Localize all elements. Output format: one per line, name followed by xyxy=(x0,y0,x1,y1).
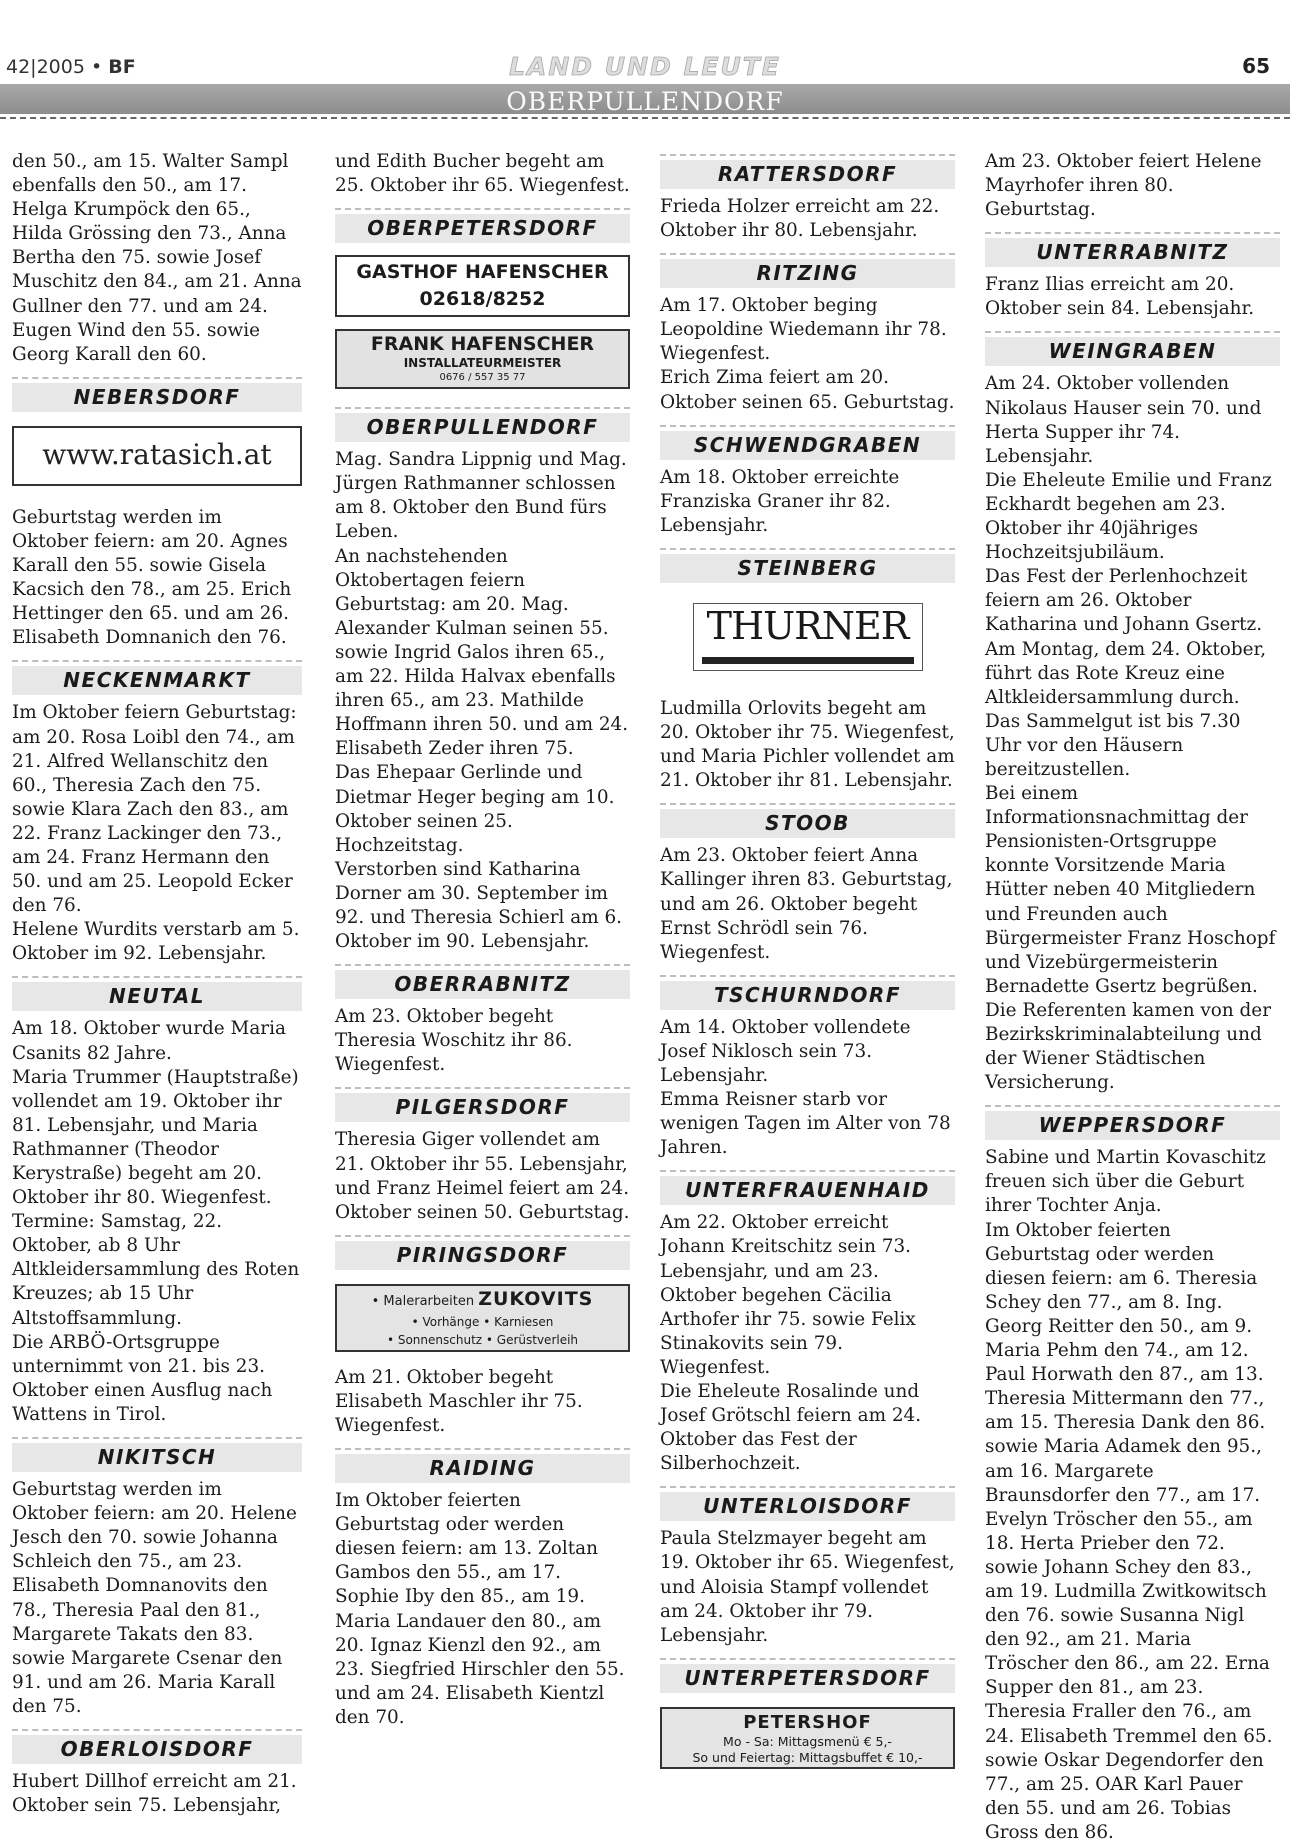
ad-prefix: • Malerarbeiten xyxy=(371,1293,475,1309)
article-text: Am Montag, dem 24. Oktober, führt das Rote Kreuz eine Altkleidersammlung durch. Das Sammelgut ist bis 7.30 Uhr vor den Häusern bereitzustellen. xyxy=(985,638,1267,780)
column-4 xyxy=(985,150,1280,1845)
article-text: Am 18. Oktober erreichte Franziska Graner ihr 82. Lebensjahr. xyxy=(660,466,900,536)
article-text: Am 17. Oktober beging Leopoldine Wiedemann ihr 78. Wiegenfest. xyxy=(660,295,947,365)
article-text: Helene Wurdits verstarb am 5. Oktober im 92. Lebensjahr. xyxy=(12,919,300,965)
divider xyxy=(660,425,955,427)
section-title: TSCHURNDORF xyxy=(660,981,955,1010)
section-unterpetersdorf xyxy=(660,1654,955,1693)
article-text: Am 24. Oktober vollenden Nikolaus Hauser sein 70. und Herta Supper ihr 74. Lebensjahr. xyxy=(985,373,1262,467)
section-stoob xyxy=(660,799,955,838)
article-text: Das Ehepaar Gerlinde und Dietmar Heger beging am 10. Oktober seinen 25. Hochzeitstag. xyxy=(335,762,615,856)
article-text: Theresia Giger vollendet am 21. Oktober ihr 55. Lebensjahr, und Franz Heimel feiert am 24. Oktober seinen 50. Geburtstag. xyxy=(335,1129,630,1223)
article-text: Geburtstag werden im Oktober feiern: am 20. Helene Jesch den 70. sowie Johanna Schleich den 75., am 23. Elisabeth Domnanovits den 78., Theresia Paal den 81., Margarete Takats den 83. sowie Margarete Csenar den 91. und am 26. Maria Karall den 75. xyxy=(12,1479,297,1717)
ad-line: Mo - Sa: Mittagsmenü € 5,- xyxy=(723,1733,892,1749)
section-nikitsch xyxy=(12,1433,302,1472)
section-weingraben xyxy=(985,327,1280,366)
ad-name: ZUKOVITS xyxy=(478,1287,594,1310)
section-weppersdorf xyxy=(985,1101,1280,1140)
divider xyxy=(335,407,630,409)
section-piringsdorf xyxy=(335,1231,630,1270)
ad-phone: 02618/8252 xyxy=(419,288,546,311)
section-oberloisdorf xyxy=(12,1725,302,1764)
section-title: STOOB xyxy=(660,809,955,838)
article-text: Mag. Sandra Lippnig und Mag. Jürgen Rathmanner schlossen am 8. Oktober den Bund fürs Leben. xyxy=(335,449,627,543)
article-text: Am 14. Oktober vollendete Josef Niklosch sein 73. Lebensjahr. xyxy=(660,1016,911,1086)
section-oberrabnitz xyxy=(335,960,630,999)
column-1 xyxy=(12,150,302,1818)
article-text: Paula Stelzmayer begeht am 19. Oktober ihr 65. Wiegenfest, und Aloisia Stampf vollendet am 24. Oktober ihr 79. Lebensjahr. xyxy=(660,1528,955,1646)
section-title: SCHWENDGRABEN xyxy=(660,431,955,460)
section-oberpullendorf xyxy=(335,403,630,442)
section-title: OBERRABNITZ xyxy=(335,970,630,999)
section-title: UNTERLOISDORF xyxy=(660,1492,955,1521)
article-text: Ludmilla Orlovits begeht am 20. Oktober ihr 75. Wiegenfest, und Maria Pichler vollendet am 21. Oktober ihr 81. Lebensjahr. xyxy=(660,697,955,792)
divider xyxy=(12,976,302,978)
ad-line xyxy=(337,1286,628,1313)
divider xyxy=(335,1087,630,1089)
ad-gasthof-hafenscher xyxy=(335,255,630,317)
ad-role: INSTALLATEURMEISTER xyxy=(403,356,562,371)
article-text: Frieda Holzer erreicht am 22. Oktober ihr 80. Lebensjahr. xyxy=(660,196,940,242)
region-title: OBERPULLENDORF xyxy=(506,87,784,116)
divider xyxy=(660,1486,955,1488)
section-steinberg xyxy=(660,544,955,583)
ad-petershof xyxy=(660,1707,955,1769)
thurner-logo: THURNER xyxy=(706,603,909,648)
divider xyxy=(335,964,630,966)
article-text: Hubert Dillhof erreicht am 21. Oktober sein 75. Lebensjahr, xyxy=(12,1770,297,1817)
section-title: NECKENMARKT xyxy=(12,666,302,695)
section-unterfrauenhaid xyxy=(660,1166,955,1205)
section-title: OBERPULLENDORF xyxy=(335,413,630,442)
divider xyxy=(12,1437,302,1439)
ad-ratasich: www.ratasich.at xyxy=(12,426,302,486)
article-text: Die Eheleute Emilie und Franz Eckhardt begehen am 23. Oktober ihr 40jähriges Hochzeitsjubiläum. xyxy=(985,469,1272,564)
section-title: UNTERPETERSDORF xyxy=(660,1664,955,1693)
section-title: PIRINGSDORF xyxy=(335,1241,630,1270)
ad-name: GASTHOF HAFENSCHER xyxy=(356,261,609,284)
section-title: WEINGRABEN xyxy=(985,337,1280,366)
article-text: Im Oktober feiern Geburtstag: am 20. Rosa Loibl den 74., am 21. Alfred Wellanschitz den 60., Theresia Zach den 75. sowie Klara Zach den 83., am 22. Franz Lackinger den 73., am 24. Franz Hermann den 50. und am 25. Leopold Ecker den 76. xyxy=(12,702,297,917)
article-text: Das Fest der Perlenhochzeit feiern am 26. Oktober Katharina und Johann Gsertz. xyxy=(985,566,1263,636)
article-text: Am 22. Oktober erreicht Johann Kreitschitz sein 73. Lebensjahr, und am 23. Oktober begehen Cäcilia Arthofer ihr 75. sowie Felix Stinakovits sein 79. Wiegenfest. xyxy=(660,1212,916,1378)
section-title: OBERPETERSDORF xyxy=(335,214,630,243)
section-raiding xyxy=(335,1444,630,1483)
article-text: Verstorben sind Katharina Dorner am 30. September im 92. und Theresia Schierl am 6. Oktober im 90. Lebensjahr. xyxy=(335,858,623,953)
article-text: Am 23. Oktober feiert Anna Kallinger ihren 83. Geburtstag, und am 26. Oktober begeht Ernst Schrödl sein 76. Wiegenfest. xyxy=(660,845,953,963)
article-text: Termine: Samstag, 22. Oktober, ab 8 Uhr Altkleidersammlung des Roten Kreuzes; ab 15 Uhr Altstoffsammlung. xyxy=(12,1211,300,1329)
section-title: RATTERSDORF xyxy=(660,160,955,189)
section-ritzing xyxy=(660,249,955,288)
article-text: Im Oktober feierten Geburtstag oder werden diesen feiern: am 6. Theresia Schey den 77., am 8. Ing. Georg Reitter den 50., am 9. Maria Pehm den 74., am 12. Paul Horwath den 87., am 13. Theresia Mittermann den 77., am 15. Theresia Dank den 86. sowie Maria Adamek den 95., am 16. Margarete Braunsdorfer den 77., am 17. Evelyn Tröscher den 55., am 18. Herta Prieber den 72. sowie Johann Schey den 83., am 19. Ludmilla Zwitkowitsch den 76. sowie Susanna Nigl den 92., am 21. Maria Tröscher den 86., am 22. Erna Supper den 81., am 23. Theresia Fraller den 76., am 24. Elisabeth Tremmel den 65. sowie Oskar Degendorfer den 77., am 25. OAR Karl Pauer den 55. und am 26. Tobias Gross den 86. xyxy=(985,1219,1273,1843)
section-nebersdorf xyxy=(12,373,302,412)
bullet: • xyxy=(90,56,103,78)
divider xyxy=(660,803,955,805)
section-title: NEBERSDORF xyxy=(12,383,302,412)
column-3 xyxy=(660,150,955,1769)
logo-bar xyxy=(702,657,914,664)
ad-line: So und Feiertag: Mittagsbuffet € 10,- xyxy=(692,1749,923,1765)
divider xyxy=(985,232,1280,234)
divider xyxy=(12,1729,302,1731)
divider xyxy=(985,1105,1280,1107)
ad-name: FRANK HAFENSCHER xyxy=(370,333,595,356)
divider xyxy=(335,1235,630,1237)
section-title: OBERLOISDORF xyxy=(12,1735,302,1764)
section-title: NIKITSCH xyxy=(12,1443,302,1472)
article-text: Geburtstag werden im Oktober feiern: am 20. Agnes Karall den 55. sowie Gisela Kacsich den 78., am 25. Erich Hettinger den 65. und am 26. Elisabeth Domnanich den 76. xyxy=(12,506,292,649)
article-text: An nachstehenden Oktobertagen feiern Geburtstag: am 20. Mag. Alexander Kulman seinen 55. sowie Ingrid Galos ihren 65., am 22. Hilda Halvax ebenfalls ihren 65., am 23. Mathilde Hoffmann ihren 50. und am 24. Elisabeth Zeder ihren 75. xyxy=(335,545,629,760)
article-text: Bei einem Informationsnachmittag der Pensionisten-Ortsgruppe konnte Vorsitzende Maria Hütter neben 40 Mitgliedern und Freunden auch Bürgermeister Franz Hoschopf und Vizebürgermeisterin Bernadette Gsertz begrüßen. Die Referenten kamen von der Bezirkskriminalabteilung und der Wiener Städtischen Versicherung. xyxy=(985,783,1276,1094)
page-header xyxy=(0,50,1290,84)
section-neutal xyxy=(12,972,302,1011)
section-schwendgraben xyxy=(660,421,955,460)
divider xyxy=(660,1658,955,1660)
section-oberpetersdorf xyxy=(335,204,630,243)
divider xyxy=(660,975,955,977)
article-text: Am 23. Oktober feiert Helene Mayrhofer ihren 80. Geburtstag. xyxy=(985,151,1262,221)
header-divider xyxy=(0,117,1290,119)
article-text: Die Eheleute Rosalinde und Josef Grötschl feiern am 24. Oktober das Fest der Silberhochzeit. xyxy=(660,1381,922,1475)
ad-phone: 0676 / 557 35 77 xyxy=(439,372,526,384)
section-rattersdorf xyxy=(660,150,955,189)
divider xyxy=(660,548,955,550)
section-title: UNTERFRAUENHAID xyxy=(660,1176,955,1205)
section-title: WEPPERSDORF xyxy=(985,1111,1280,1140)
section-title: RITZING xyxy=(660,259,955,288)
section-title: NEUTAL xyxy=(12,982,302,1011)
ad-line: • Sonnenschutz • Gerüstverleih xyxy=(386,1332,579,1347)
section-title: LAND UND LEUTE xyxy=(509,52,781,81)
divider xyxy=(12,377,302,379)
section-title: UNTERRABNITZ xyxy=(985,238,1280,267)
ad-thurner xyxy=(693,603,923,671)
article-text: Im Oktober feierten Geburtstag oder werden diesen feiern: am 13. Zoltan Gambos den 55., am 17. Sophie Iby den 85., am 19. Maria Landauer den 80., am 20. Ignaz Kienzl den 92., am 23. Siegfried Hirschler den 55. und am 24. Elisabeth Kientzl den 70. xyxy=(335,1490,625,1728)
section-title: PILGERSDORF xyxy=(335,1093,630,1122)
section-unterrabnitz xyxy=(985,228,1280,267)
divider xyxy=(335,208,630,210)
divider xyxy=(660,154,955,156)
article-text: Die ARBÖ-Ortsgruppe unternimmt von 21. bis 23. Oktober einen Ausflug nach Wattens in Tirol. xyxy=(12,1331,273,1425)
ad-zukovits xyxy=(335,1284,630,1352)
section-title: RAIDING xyxy=(335,1454,630,1483)
article-text: den 50., am 15. Walter Sampl ebenfalls den 50., am 17. Helga Krumpöck den 65., Hilda Grössing den 73., Anna Bertha den 75. sowie Josef Muschitz den 84., am 21. Anna Gullner den 77. und am 24. Eugen Wind den 55. sowie Georg Karall den 60. xyxy=(12,151,302,365)
article-text: Maria Trummer (Hauptstraße) vollendet am 19. Oktober ihr 81. Lebensjahr, und Maria Rathmanner (Theodor Kerystraße) begeht am 20. Oktober ihr 80. Wiegenfest. xyxy=(12,1066,299,1209)
article-text: Sabine und Martin Kovaschitz freuen sich über die Geburt ihrer Tochter Anja. xyxy=(985,1147,1266,1217)
divider xyxy=(660,253,955,255)
divider xyxy=(12,660,302,662)
section-pilgersdorf xyxy=(335,1083,630,1122)
region-band xyxy=(0,84,1290,114)
section-tschurndorf xyxy=(660,971,955,1010)
article-text: Erich Zima feiert am 20. Oktober seinen 65. Geburtstag. xyxy=(660,367,955,413)
ad-line: • Vorhänge • Karniesen xyxy=(411,1314,554,1329)
article-text: Am 18. Oktober wurde Maria Csanits 82 Jahre. xyxy=(12,1018,286,1064)
divider xyxy=(985,331,1280,333)
page-number: 65 xyxy=(1242,54,1270,78)
article-text: Franz Ilias erreicht am 20. Oktober sein 84. Lebensjahr. xyxy=(985,274,1255,320)
section-neckenmarkt xyxy=(12,656,302,695)
article-text: Emma Reisner starb vor wenigen Tagen im Alter von 78 Jahren. xyxy=(660,1089,951,1159)
divider xyxy=(335,1448,630,1450)
article-text: und Edith Bucher begeht am 25. Oktober ihr 65. Wiegenfest. xyxy=(335,151,630,197)
ad-name: PETERSHOF xyxy=(743,1711,872,1733)
article-text: Am 23. Oktober begeht Theresia Woschitz ihr 86. Wiegenfest. xyxy=(335,1006,573,1076)
ad-frank-hafenscher xyxy=(335,329,630,389)
section-unterloisdorf xyxy=(660,1482,955,1521)
section-title: STEINBERG xyxy=(660,554,955,583)
issue-number: 42|2005 xyxy=(6,56,85,78)
brand: BF xyxy=(108,56,136,78)
divider xyxy=(660,1170,955,1172)
column-2 xyxy=(335,150,630,1730)
article-text: Am 21. Oktober begeht Elisabeth Maschler ihr 75. Wiegenfest. xyxy=(335,1366,583,1436)
